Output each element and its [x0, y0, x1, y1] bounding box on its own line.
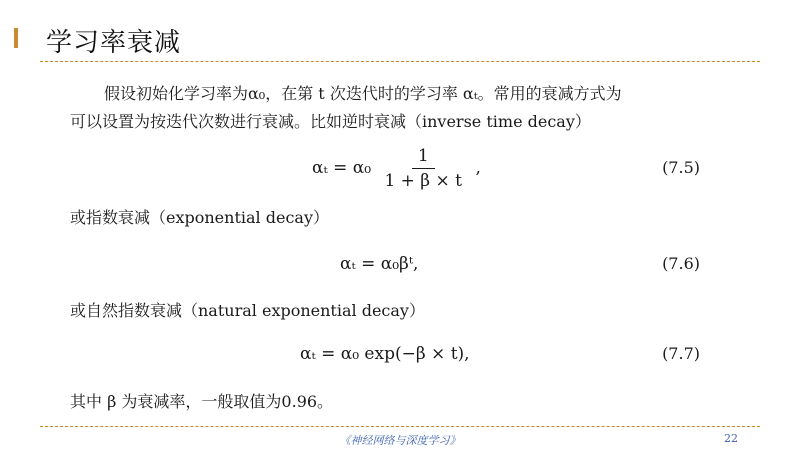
intro-line-2: 可以设置为按迭代次数进行衰减。比如逆时衰减（inverse time decay）	[70, 112, 591, 131]
equation-number-7-7: (7.7)	[662, 344, 700, 363]
title-divider	[40, 61, 760, 62]
slide-title: 学习率衰减	[46, 28, 182, 58]
page-number: 22	[724, 432, 738, 445]
conclusion-text: 其中 β 为衰减率，一般取值为0.96。	[70, 392, 334, 411]
eq1-lhs: αₜ = α₀	[312, 158, 372, 178]
equation-number-7-6: (7.6)	[662, 254, 700, 273]
label-exponential-decay: 或指数衰减（exponential decay）	[70, 208, 329, 227]
title-accent-bar	[14, 28, 18, 48]
eq1-denominator: 1 + β × t	[384, 171, 463, 191]
eq1-tail: ,	[475, 158, 481, 178]
label-natural-exponential-decay: 或自然指数衰减（natural exponential decay）	[70, 301, 425, 320]
equation-7-6: αₜ = α₀βᵗ,	[340, 254, 419, 274]
eq1-fraction	[378, 146, 468, 191]
eq1-numerator: 1	[412, 146, 435, 169]
equation-7-5	[312, 146, 481, 191]
equation-7-7: αₜ = α₀ exp(−β × t),	[300, 344, 470, 364]
footer-divider	[40, 426, 760, 427]
equation-number-7-5: (7.5)	[662, 158, 700, 177]
intro-line-1: 假设初始化学习率为α₀，在第 t 次迭代时的学习率 αₜ。常用的衰减方式为	[104, 84, 622, 103]
footer-book-title: 《神经网络与深度学习》	[339, 434, 461, 447]
